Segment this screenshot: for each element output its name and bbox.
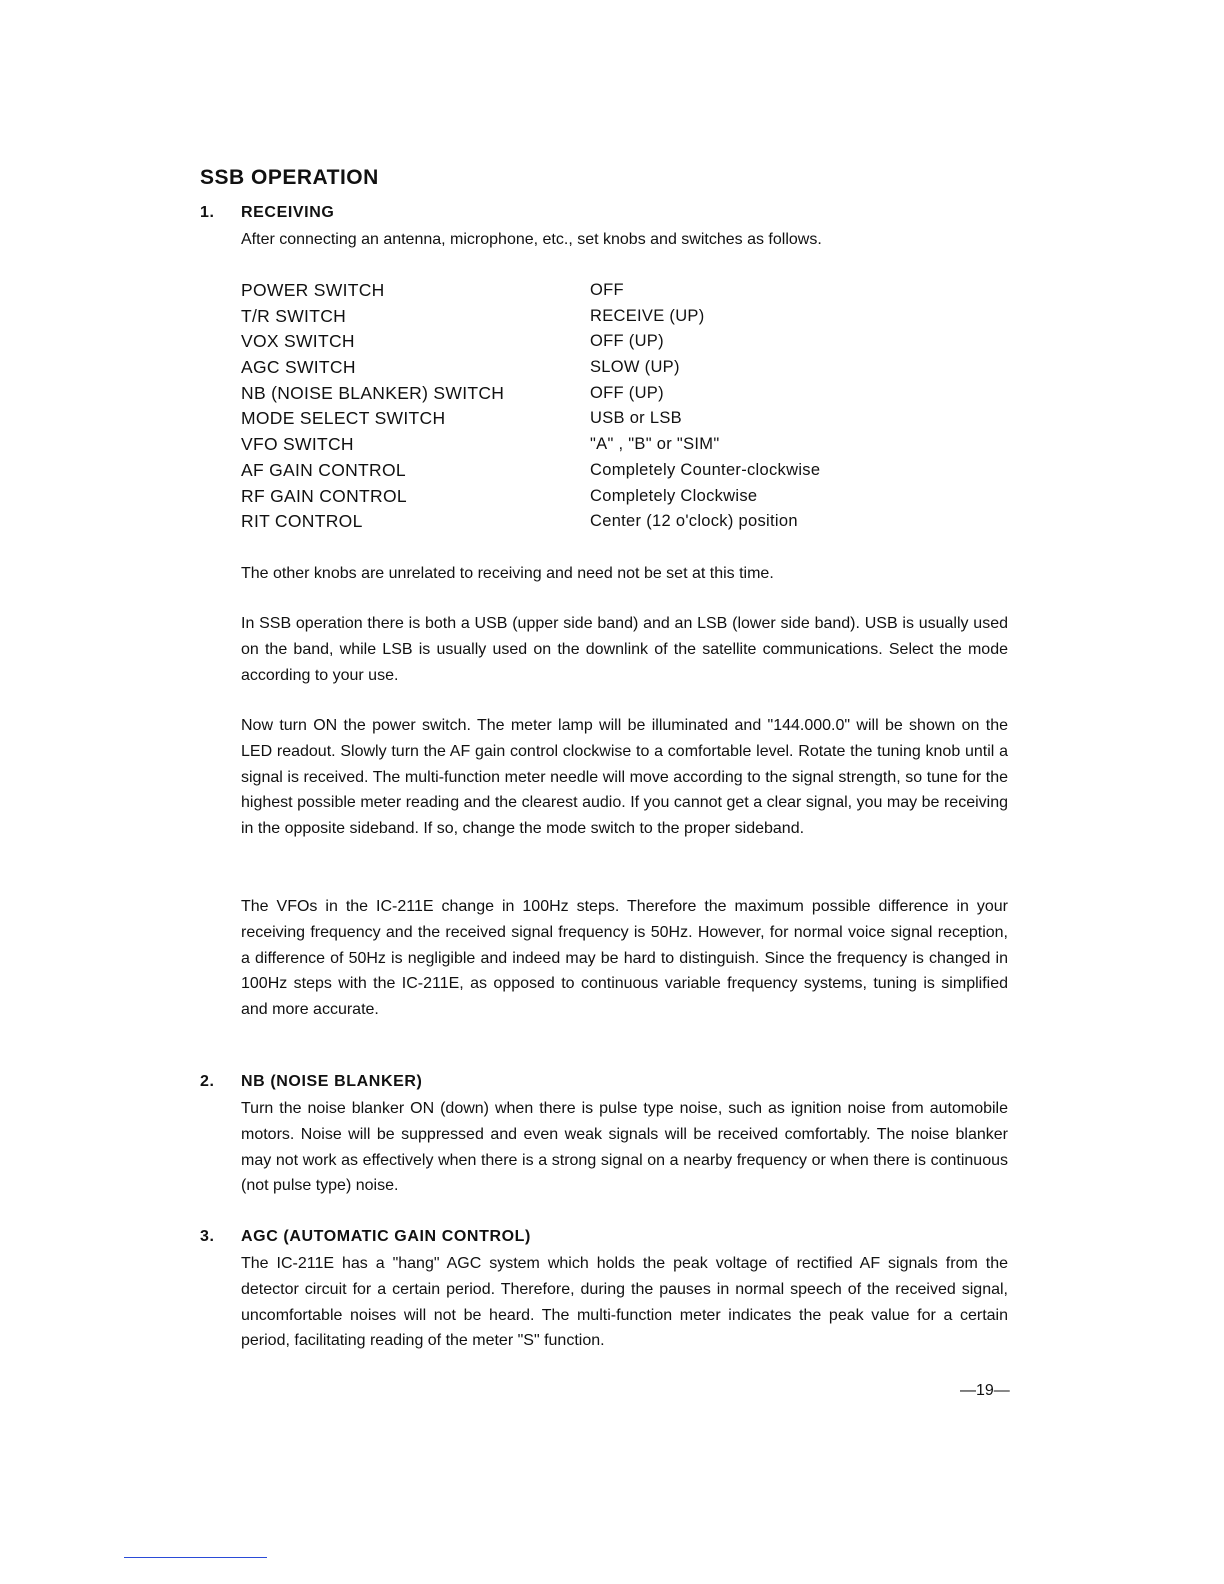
setting-value: OFF bbox=[590, 281, 624, 299]
setting-value: Completely Counter-clockwise bbox=[590, 460, 821, 479]
setting-value: USB or LSB bbox=[590, 409, 682, 428]
settings-row bbox=[241, 381, 941, 407]
setting-value: SLOW (UP) bbox=[590, 358, 680, 377]
settings-row bbox=[241, 484, 941, 510]
setting-name: AGC SWITCH bbox=[241, 357, 356, 378]
settings-table bbox=[241, 278, 941, 535]
section-number: 3. bbox=[200, 1228, 215, 1245]
setting-name: MODE SELECT SWITCH bbox=[241, 408, 446, 429]
section-number: 2. bbox=[200, 1073, 215, 1090]
setting-name: NB (NOISE BLANKER) SWITCH bbox=[241, 382, 505, 403]
page-number: —19— bbox=[960, 1382, 1010, 1399]
section-body: Turn the noise blanker ON (down) when there is pulse type noise, such as ignition noise from automobile motors. Noise will be suppressed and even weak signals will be received comfortably. The noise blanker may not work as effectively when there is a strong signal on a nearby frequency or when there is continuous (not pulse type) noise. bbox=[241, 1100, 1008, 1195]
page-title: SSB OPERATION bbox=[200, 166, 379, 189]
settings-row bbox=[241, 329, 941, 355]
section-title: AGC (AUTOMATIC GAIN CONTROL) bbox=[241, 1228, 531, 1245]
setting-value: Completely Clockwise bbox=[590, 486, 758, 505]
paragraph-power-on: Now turn ON the power switch. The meter lamp will be illuminated and "144.000.0" will be shown on the LED readout. Slowly turn the AF gain control clockwise to a comfortable level. Rotate the tuning knob until a signal is received. The multi-function meter needle will move according to the signal strength, so tune for the highest possible meter reading and the clearest audio. If you cannot get a clear signal, you may be receiving in the opposite sideband. If so, change the mode switch to the proper sideband. bbox=[241, 717, 1008, 838]
setting-value: RECEIVE (UP) bbox=[590, 306, 705, 325]
setting-name: AF GAIN CONTROL bbox=[241, 459, 406, 480]
settings-row bbox=[241, 278, 941, 304]
setting-name: VOX SWITCH bbox=[241, 331, 355, 352]
section-body: The IC-211E has a "hang" AGC system which holds the peak voltage of rectified AF signals from the detector circuit for a certain period. Therefore, during the pauses in normal speech of the received signal, uncomfortable noises will not be heard. The multi-function meter indicates the peak value for a certain period, facilitating reading of the meter "S" function. bbox=[241, 1255, 1008, 1350]
paragraph-vfo-steps: The VFOs in the IC-211E change in 100Hz steps. Therefore the maximum possible difference in your receiving frequency and the received signal frequency is 50Hz. However, for normal voice signal reception, a difference of 50Hz is negligible and indeed may be hard to distinguish. Since the frequency is changed in 100Hz steps with the IC-211E, as opposed to continuous variable frequency systems, tuning is simplified and more accurate. bbox=[241, 898, 1008, 1019]
settings-row bbox=[241, 355, 941, 381]
section-intro: After connecting an antenna, microphone, etc., set knobs and switches as follows. bbox=[241, 231, 822, 248]
section-title: RECEIVING bbox=[241, 204, 335, 221]
section-heading bbox=[200, 1226, 1010, 1248]
paragraph-other-knobs: The other knobs are unrelated to receiving and need not be set at this time. bbox=[241, 565, 774, 582]
setting-name: VFO SWITCH bbox=[241, 434, 354, 455]
settings-row bbox=[241, 406, 941, 432]
section-number: 1. bbox=[200, 204, 215, 221]
setting-value: OFF (UP) bbox=[590, 383, 664, 402]
section-heading bbox=[200, 1071, 1010, 1093]
settings-row bbox=[241, 432, 941, 458]
setting-name: RF GAIN CONTROL bbox=[241, 485, 407, 506]
section-heading bbox=[200, 202, 1010, 224]
section-receiving bbox=[200, 202, 1010, 253]
setting-name: T/R SWITCH bbox=[241, 305, 347, 326]
setting-value: "A" , "B" or "SIM" bbox=[590, 435, 720, 454]
section-noise-blanker bbox=[200, 1071, 1010, 1199]
setting-name: RIT CONTROL bbox=[241, 511, 363, 532]
section-agc bbox=[200, 1226, 1010, 1354]
setting-value: OFF (UP) bbox=[590, 332, 664, 351]
setting-name: POWER SWITCH bbox=[241, 280, 385, 300]
settings-row bbox=[241, 458, 941, 484]
paragraph-sideband: In SSB operation there is both a USB (upper side band) and an LSB (lower side band). USB is usually used on the band, while LSB is usually used on the downlink of the satellite communications. Select the mode according to your use. bbox=[241, 615, 1008, 684]
settings-row bbox=[241, 509, 941, 535]
section-title: NB (NOISE BLANKER) bbox=[241, 1073, 423, 1090]
footer-rule bbox=[124, 1557, 267, 1558]
settings-row bbox=[241, 304, 941, 330]
setting-value: Center (12 o'clock) position bbox=[590, 512, 798, 531]
